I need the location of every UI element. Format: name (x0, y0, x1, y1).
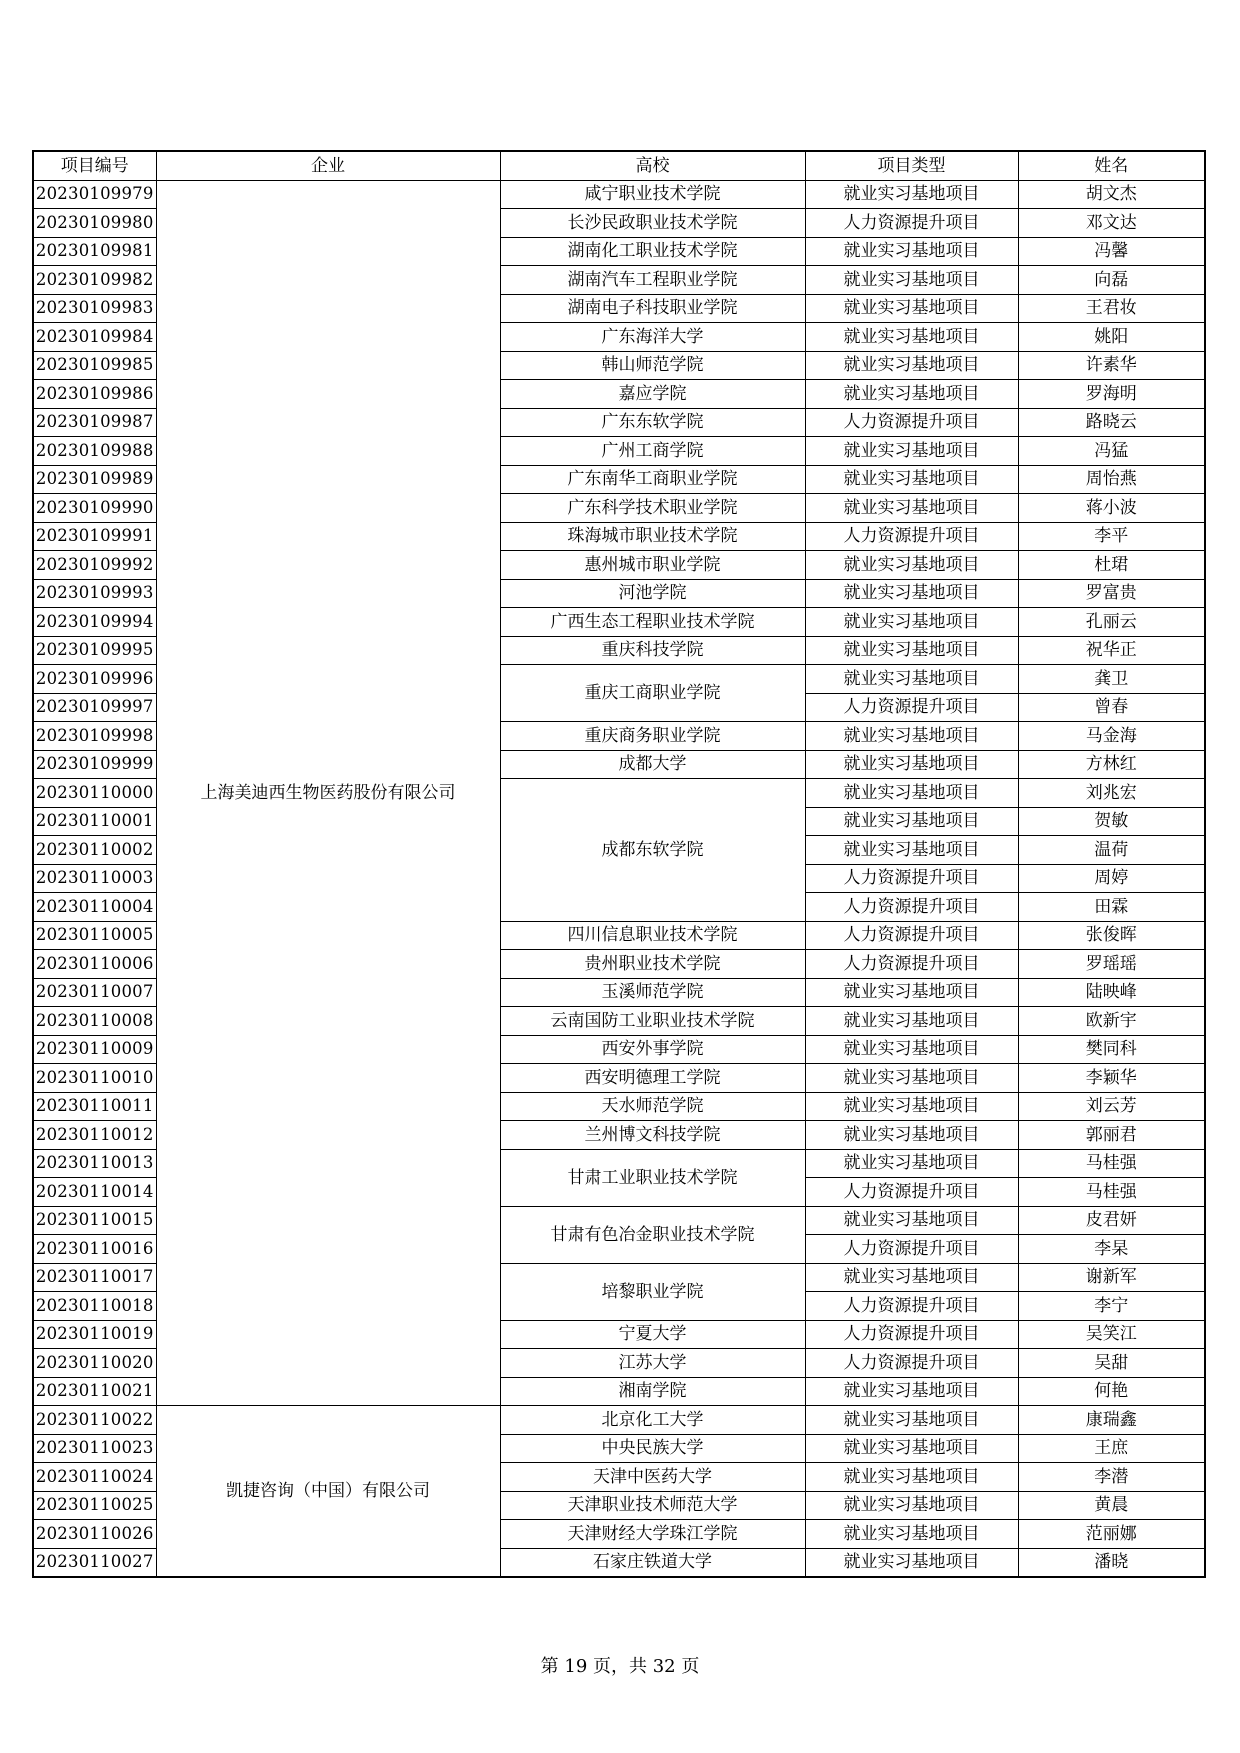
project-type-cell: 就业实习基地项目 (805, 266, 1018, 295)
project-type-cell: 就业实习基地项目 (805, 722, 1018, 751)
project-type-cell: 人力资源提升项目 (805, 1349, 1018, 1378)
university-cell: 天津中医药大学 (500, 1463, 805, 1492)
project-type-cell: 就业实习基地项目 (805, 180, 1018, 209)
project-type-cell: 就业实习基地项目 (805, 1520, 1018, 1549)
project-id-cell: 20230110027 (33, 1548, 156, 1577)
university-cell: 云南国防工业职业技术学院 (500, 1007, 805, 1036)
person-name-cell: 郭丽君 (1018, 1121, 1205, 1150)
person-name-cell: 曾春 (1018, 693, 1205, 722)
person-name-cell: 贺敏 (1018, 807, 1205, 836)
project-id-cell: 20230109979 (33, 180, 156, 209)
university-cell: 湖南电子科技职业学院 (500, 294, 805, 323)
university-cell: 重庆科技学院 (500, 636, 805, 665)
university-cell: 成都大学 (500, 750, 805, 779)
person-name-cell: 胡文杰 (1018, 180, 1205, 209)
university-cell: 中央民族大学 (500, 1434, 805, 1463)
university-cell: 贵州职业技术学院 (500, 950, 805, 979)
project-type-cell: 就业实习基地项目 (805, 750, 1018, 779)
project-type-cell: 就业实习基地项目 (805, 1007, 1018, 1036)
project-id-cell: 20230110016 (33, 1235, 156, 1264)
project-type-cell: 就业实习基地项目 (805, 1263, 1018, 1292)
project-type-cell: 人力资源提升项目 (805, 1178, 1018, 1207)
person-name-cell: 刘云芳 (1018, 1092, 1205, 1121)
project-id-cell: 20230109993 (33, 579, 156, 608)
university-cell: 成都东软学院 (500, 779, 805, 922)
page-footer (0, 1652, 1240, 1678)
university-cell: 甘肃有色冶金职业技术学院 (500, 1206, 805, 1263)
person-name-cell: 张俊晖 (1018, 921, 1205, 950)
university-cell: 天水师范学院 (500, 1092, 805, 1121)
project-id-cell: 20230109989 (33, 465, 156, 494)
person-name-cell: 马桂强 (1018, 1178, 1205, 1207)
project-type-cell: 人力资源提升项目 (805, 1235, 1018, 1264)
project-id-cell: 20230110009 (33, 1035, 156, 1064)
university-cell: 河池学院 (500, 579, 805, 608)
person-name-cell: 周婷 (1018, 864, 1205, 893)
person-name-cell: 陆映峰 (1018, 978, 1205, 1007)
header-project-id: 项目编号 (33, 151, 156, 180)
person-name-cell: 王庶 (1018, 1434, 1205, 1463)
university-cell: 江苏大学 (500, 1349, 805, 1378)
project-type-cell: 就业实习基地项目 (805, 608, 1018, 637)
university-cell: 西安外事学院 (500, 1035, 805, 1064)
person-name-cell: 邓文达 (1018, 209, 1205, 238)
project-id-cell: 20230109980 (33, 209, 156, 238)
project-type-cell: 就业实习基地项目 (805, 294, 1018, 323)
table-body (33, 180, 1205, 1577)
university-cell: 四川信息职业技术学院 (500, 921, 805, 950)
university-cell: 兰州博文科技学院 (500, 1121, 805, 1150)
person-name-cell: 罗富贵 (1018, 579, 1205, 608)
project-type-cell: 就业实习基地项目 (805, 665, 1018, 694)
project-type-cell: 就业实习基地项目 (805, 437, 1018, 466)
project-id-cell: 20230109983 (33, 294, 156, 323)
project-type-cell: 人力资源提升项目 (805, 209, 1018, 238)
person-name-cell: 康瑞鑫 (1018, 1406, 1205, 1435)
project-id-cell: 20230109982 (33, 266, 156, 295)
project-id-cell: 20230109992 (33, 551, 156, 580)
project-id-cell: 20230110002 (33, 836, 156, 865)
project-type-cell: 就业实习基地项目 (805, 1406, 1018, 1435)
project-id-cell: 20230109981 (33, 237, 156, 266)
person-name-cell: 杜珺 (1018, 551, 1205, 580)
header-company: 企业 (156, 151, 500, 180)
university-cell: 韩山师范学院 (500, 351, 805, 380)
project-id-cell: 20230110006 (33, 950, 156, 979)
university-cell: 西安明德理工学院 (500, 1064, 805, 1093)
project-id-cell: 20230109987 (33, 408, 156, 437)
university-cell: 湖南汽车工程职业学院 (500, 266, 805, 295)
university-cell: 湘南学院 (500, 1377, 805, 1406)
university-cell: 珠海城市职业技术学院 (500, 522, 805, 551)
project-id-cell: 20230109991 (33, 522, 156, 551)
project-type-cell: 就业实习基地项目 (805, 779, 1018, 808)
project-type-cell: 就业实习基地项目 (805, 1206, 1018, 1235)
university-cell: 重庆工商职业学院 (500, 665, 805, 722)
project-id-cell: 20230109988 (33, 437, 156, 466)
university-cell: 培黎职业学院 (500, 1263, 805, 1320)
project-id-cell: 20230109998 (33, 722, 156, 751)
project-type-cell: 就业实习基地项目 (805, 1463, 1018, 1492)
project-id-cell: 20230110000 (33, 779, 156, 808)
person-name-cell: 姚阳 (1018, 323, 1205, 352)
project-type-cell: 就业实习基地项目 (805, 1491, 1018, 1520)
project-id-cell: 20230110023 (33, 1434, 156, 1463)
person-name-cell: 冯猛 (1018, 437, 1205, 466)
header-name: 姓名 (1018, 151, 1205, 180)
project-type-cell: 就业实习基地项目 (805, 836, 1018, 865)
project-type-cell: 人力资源提升项目 (805, 408, 1018, 437)
project-type-cell: 就业实习基地项目 (805, 551, 1018, 580)
project-type-cell: 就业实习基地项目 (805, 1149, 1018, 1178)
project-id-cell: 20230110019 (33, 1320, 156, 1349)
project-id-cell: 20230109997 (33, 693, 156, 722)
person-name-cell: 马桂强 (1018, 1149, 1205, 1178)
person-name-cell: 王君妆 (1018, 294, 1205, 323)
person-name-cell: 孔丽云 (1018, 608, 1205, 637)
person-name-cell: 蒋小波 (1018, 494, 1205, 523)
person-name-cell: 欧新宇 (1018, 1007, 1205, 1036)
project-type-cell: 人力资源提升项目 (805, 864, 1018, 893)
person-name-cell: 范丽娜 (1018, 1520, 1205, 1549)
project-id-cell: 20230110017 (33, 1263, 156, 1292)
person-name-cell: 周怡燕 (1018, 465, 1205, 494)
university-cell: 甘肃工业职业技术学院 (500, 1149, 805, 1206)
project-type-cell: 就业实习基地项目 (805, 1548, 1018, 1577)
project-id-cell: 20230110024 (33, 1463, 156, 1492)
university-cell: 广西生态工程职业技术学院 (500, 608, 805, 637)
project-type-cell: 人力资源提升项目 (805, 950, 1018, 979)
project-type-cell: 就业实习基地项目 (805, 465, 1018, 494)
project-id-cell: 20230109999 (33, 750, 156, 779)
project-type-cell: 就业实习基地项目 (805, 978, 1018, 1007)
university-cell: 广州工商学院 (500, 437, 805, 466)
university-cell: 宁夏大学 (500, 1320, 805, 1349)
project-id-cell: 20230109996 (33, 665, 156, 694)
university-cell: 长沙民政职业技术学院 (500, 209, 805, 238)
project-id-cell: 20230110022 (33, 1406, 156, 1435)
university-cell: 广东南华工商职业学院 (500, 465, 805, 494)
project-id-cell: 20230109990 (33, 494, 156, 523)
project-table-container (32, 150, 1204, 1578)
person-name-cell: 刘兆宏 (1018, 779, 1205, 808)
project-id-cell: 20230110012 (33, 1121, 156, 1150)
project-id-cell: 20230110025 (33, 1491, 156, 1520)
person-name-cell: 许素华 (1018, 351, 1205, 380)
person-name-cell: 龚卫 (1018, 665, 1205, 694)
table-header-row (33, 151, 1205, 180)
university-cell: 北京化工大学 (500, 1406, 805, 1435)
university-cell: 广东科学技术职业学院 (500, 494, 805, 523)
table-row (33, 180, 1205, 209)
person-name-cell: 路晓云 (1018, 408, 1205, 437)
person-name-cell: 吴甜 (1018, 1349, 1205, 1378)
project-id-cell: 20230110008 (33, 1007, 156, 1036)
project-id-cell: 20230110005 (33, 921, 156, 950)
project-type-cell: 就业实习基地项目 (805, 807, 1018, 836)
person-name-cell: 罗瑶瑶 (1018, 950, 1205, 979)
person-name-cell: 樊同科 (1018, 1035, 1205, 1064)
person-name-cell: 谢新军 (1018, 1263, 1205, 1292)
project-type-cell: 就业实习基地项目 (805, 494, 1018, 523)
person-name-cell: 祝华正 (1018, 636, 1205, 665)
project-type-cell: 就业实习基地项目 (805, 237, 1018, 266)
person-name-cell: 何艳 (1018, 1377, 1205, 1406)
company-cell: 凯捷咨询（中国）有限公司 (156, 1406, 500, 1578)
project-id-cell: 20230110004 (33, 893, 156, 922)
project-type-cell: 就业实习基地项目 (805, 1064, 1018, 1093)
project-type-cell: 就业实习基地项目 (805, 1377, 1018, 1406)
university-cell: 惠州城市职业学院 (500, 551, 805, 580)
project-type-cell: 人力资源提升项目 (805, 1320, 1018, 1349)
project-id-cell: 20230110018 (33, 1292, 156, 1321)
university-cell: 玉溪师范学院 (500, 978, 805, 1007)
person-name-cell: 李平 (1018, 522, 1205, 551)
company-cell: 上海美迪西生物医药股份有限公司 (156, 180, 500, 1406)
project-type-cell: 就业实习基地项目 (805, 380, 1018, 409)
project-id-cell: 20230110015 (33, 1206, 156, 1235)
project-type-cell: 人力资源提升项目 (805, 893, 1018, 922)
project-id-cell: 20230109986 (33, 380, 156, 409)
person-name-cell: 田霖 (1018, 893, 1205, 922)
project-id-cell: 20230110001 (33, 807, 156, 836)
project-type-cell: 人力资源提升项目 (805, 1292, 1018, 1321)
person-name-cell: 李颖华 (1018, 1064, 1205, 1093)
university-cell: 湖南化工职业技术学院 (500, 237, 805, 266)
university-cell: 天津财经大学珠江学院 (500, 1520, 805, 1549)
project-table (32, 150, 1206, 1578)
project-id-cell: 20230110026 (33, 1520, 156, 1549)
person-name-cell: 李杲 (1018, 1235, 1205, 1264)
project-id-cell: 20230109984 (33, 323, 156, 352)
project-type-cell: 人力资源提升项目 (805, 921, 1018, 950)
person-name-cell: 潘晓 (1018, 1548, 1205, 1577)
table-row (33, 1406, 1205, 1435)
header-project-type: 项目类型 (805, 151, 1018, 180)
project-id-cell: 20230110011 (33, 1092, 156, 1121)
person-name-cell: 向磊 (1018, 266, 1205, 295)
project-id-cell: 20230109994 (33, 608, 156, 637)
person-name-cell: 马金海 (1018, 722, 1205, 751)
person-name-cell: 皮君妍 (1018, 1206, 1205, 1235)
project-type-cell: 就业实习基地项目 (805, 351, 1018, 380)
person-name-cell: 李潜 (1018, 1463, 1205, 1492)
person-name-cell: 罗海明 (1018, 380, 1205, 409)
project-type-cell: 就业实习基地项目 (805, 1035, 1018, 1064)
project-type-cell: 就业实习基地项目 (805, 1121, 1018, 1150)
person-name-cell: 李宁 (1018, 1292, 1205, 1321)
project-id-cell: 20230110003 (33, 864, 156, 893)
project-id-cell: 20230110007 (33, 978, 156, 1007)
project-type-cell: 就业实习基地项目 (805, 323, 1018, 352)
project-id-cell: 20230110010 (33, 1064, 156, 1093)
project-type-cell: 人力资源提升项目 (805, 522, 1018, 551)
university-cell: 嘉应学院 (500, 380, 805, 409)
project-id-cell: 20230109985 (33, 351, 156, 380)
university-cell: 咸宁职业技术学院 (500, 180, 805, 209)
project-id-cell: 20230110020 (33, 1349, 156, 1378)
person-name-cell: 方林红 (1018, 750, 1205, 779)
project-type-cell: 人力资源提升项目 (805, 693, 1018, 722)
person-name-cell: 温荷 (1018, 836, 1205, 865)
person-name-cell: 冯馨 (1018, 237, 1205, 266)
person-name-cell: 吴笑江 (1018, 1320, 1205, 1349)
project-id-cell: 20230110013 (33, 1149, 156, 1178)
page-number: 第 19 页，共 32 页 (540, 1656, 700, 1677)
university-cell: 广东海洋大学 (500, 323, 805, 352)
university-cell: 天津职业技术师范大学 (500, 1491, 805, 1520)
university-cell: 石家庄铁道大学 (500, 1548, 805, 1577)
project-id-cell: 20230110021 (33, 1377, 156, 1406)
project-id-cell: 20230109995 (33, 636, 156, 665)
person-name-cell: 黄晨 (1018, 1491, 1205, 1520)
project-type-cell: 就业实习基地项目 (805, 1434, 1018, 1463)
project-type-cell: 就业实习基地项目 (805, 1092, 1018, 1121)
header-university: 高校 (500, 151, 805, 180)
university-cell: 广东东软学院 (500, 408, 805, 437)
project-id-cell: 20230110014 (33, 1178, 156, 1207)
project-type-cell: 就业实习基地项目 (805, 636, 1018, 665)
project-type-cell: 就业实习基地项目 (805, 579, 1018, 608)
university-cell: 重庆商务职业学院 (500, 722, 805, 751)
